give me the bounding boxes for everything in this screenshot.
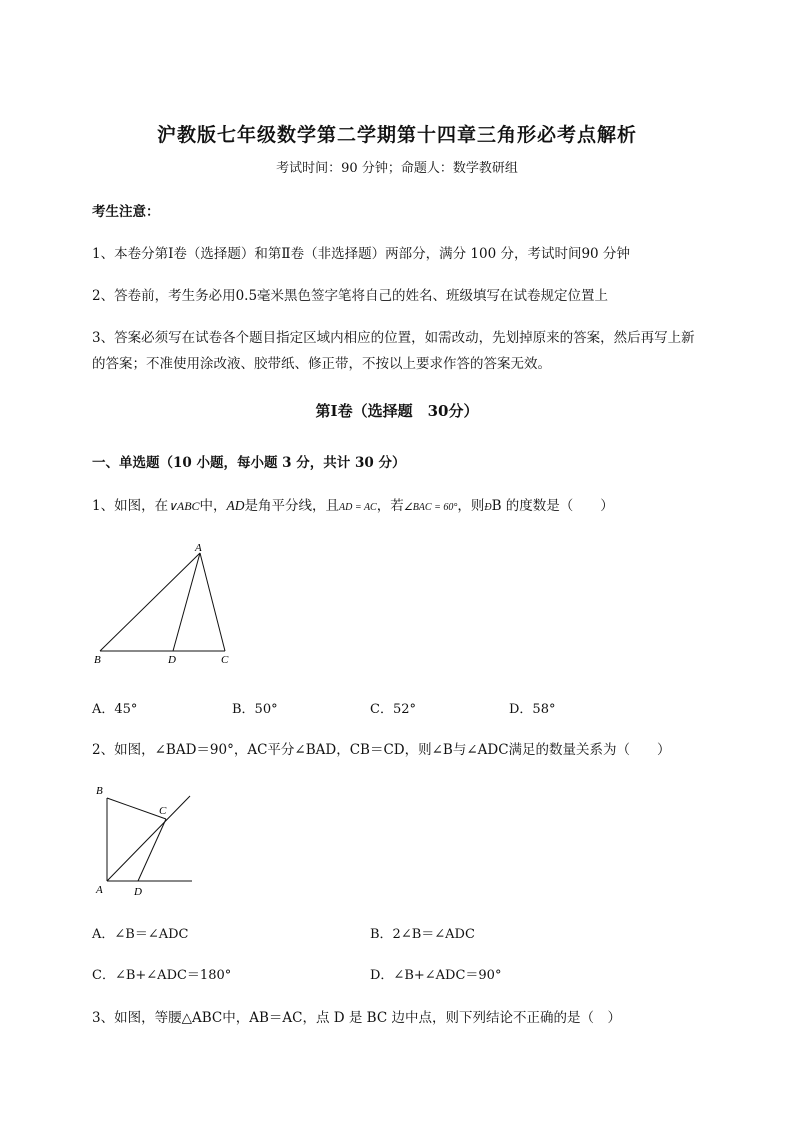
q2-label-b: B — [96, 785, 103, 797]
q1-text-c: 是角平分线，且 — [244, 498, 340, 514]
q1-math-d: ∠BAC = 60° — [403, 502, 458, 513]
page-title: 沪教版七年级数学第二学期第十四章三角形必考点解析 — [156, 124, 637, 146]
q1-label-d: D — [168, 654, 176, 666]
q1-text-a: 1、如图，在 — [92, 498, 169, 514]
page-subtitle: 考试时间：90 分钟；命题人：数学教研组 — [276, 161, 518, 176]
q1-segment-ac — [200, 553, 225, 651]
q1-math-c: AD = AC — [339, 502, 377, 513]
q2-label-d: D — [134, 886, 142, 898]
q1-label-b: B — [94, 654, 101, 666]
q1-label-a: A — [195, 542, 202, 554]
part-heading: 一、单选题（10 小题，每小题 3 分，共计 30 分） — [92, 455, 406, 471]
q1-text-d: ，若 — [376, 498, 404, 514]
q1-text-f: B 的度数是（ ） — [491, 498, 614, 514]
q2-segment-bc — [107, 798, 166, 819]
q2-ray-ac — [107, 796, 190, 881]
question-2: 2、如图，∠BAD＝90°，AC平分∠BAD，CB＝CD，则∠B与∠ADC满足的数量关系为（ ） — [92, 742, 671, 758]
q1-text-e: ，则 — [457, 498, 485, 514]
notice-item-3-cont: 的答案；不准使用涂改液、胶带纸、修正带，不按以上要求作答的答案无效。 — [92, 356, 551, 372]
q1-text-b: 中， — [199, 498, 227, 514]
notice-item-1: 1、本卷分第Ⅰ卷（选择题）和第Ⅱ卷（非选择题）两部分，满分 100 分，考试时间90 分钟 — [92, 246, 630, 262]
q2-option-c[interactable]: C．∠B+∠ADC＝180° — [92, 968, 232, 983]
q1-math-e: Ð — [484, 502, 492, 513]
q1-option-a[interactable]: A．45° — [92, 702, 138, 717]
notice-item-2: 2、答卷前，考生务必用0.5毫米黑色签字笔将自己的姓名、班级填写在试卷规定位置上 — [92, 288, 609, 304]
notice-heading: 考生注意： — [92, 204, 160, 220]
q2-option-d[interactable]: D．∠B+∠ADC＝90° — [370, 968, 502, 983]
q2-label-c: C — [159, 805, 167, 817]
q1-segment-ab — [100, 553, 200, 651]
q1-option-d[interactable]: D．58° — [509, 702, 556, 717]
q1-math-b: AD — [226, 498, 245, 513]
q2-option-a[interactable]: A．∠B＝∠ADC — [92, 927, 189, 942]
q1-figure — [88, 538, 238, 668]
q2-option-b[interactable]: B．2∠B＝∠ADC — [370, 927, 475, 942]
section-title: 第Ⅰ卷（选择题 30分） — [315, 402, 479, 420]
q1-label-c: C — [221, 654, 229, 666]
q1-option-b[interactable]: B．50° — [232, 702, 278, 717]
q1-math-a: ∨ABC — [168, 499, 200, 513]
q2-segment-cd — [138, 819, 166, 881]
q2-figure — [88, 780, 198, 900]
q1-option-c[interactable]: C．52° — [370, 702, 416, 717]
q1-segment-ad — [173, 553, 200, 651]
notice-item-3: 3、答案必须写在试卷各个题目指定区域内相应的位置，如需改动，先划掉原来的答案，然后再写上新 — [92, 330, 695, 346]
q2-label-a: A — [96, 884, 103, 896]
question-3: 3、如图，等腰△ABC中，AB＝AC，点 D 是 BC 边中点，则下列结论不正确的是（ ） — [92, 1010, 621, 1026]
question-1 — [92, 494, 614, 514]
